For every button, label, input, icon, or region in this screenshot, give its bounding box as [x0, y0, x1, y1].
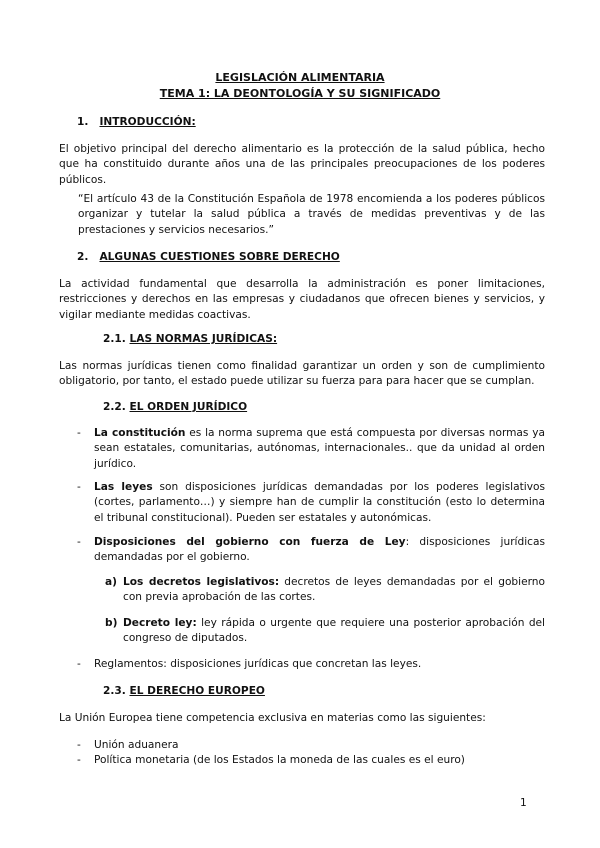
section-2-3-heading [103, 684, 265, 699]
section-2-1-paragraph: Las normas jurídicas tienen como finalidad garantizar un orden y son de cumplimiento obligatorio, por tanto, el estado puede utilizar su fuerza para para hacer que se cumplan. [59, 360, 545, 388]
sub-item-bold: Los decretos legislativos: [123, 576, 280, 588]
section-2-2-title: EL ORDEN JURÍDICO [129, 401, 248, 413]
section-2-2-heading [103, 400, 247, 415]
list-item-disposiciones [94, 535, 545, 566]
sub-item-bold: Decreto ley: [123, 617, 197, 629]
bullet-dash: - [77, 427, 81, 439]
list-item-bold: La constitución [94, 427, 186, 439]
sub-item-text: decretos de leyes demandadas por el gobierno con previa aprobación de las cortes. [123, 576, 545, 604]
page-number: 1 [520, 797, 527, 809]
bullet-dash: - [77, 481, 81, 493]
sub-item-label-b: b) [105, 617, 118, 629]
list-item-union-aduanera: Unión aduanera [94, 739, 179, 751]
list-item-bold: Disposiciones del gobierno con fuerza de Ley [94, 536, 406, 548]
list-item-leyes [94, 480, 545, 526]
section-2-3-number: 2.3. [103, 685, 126, 697]
section-2-1-heading [103, 332, 277, 347]
section-2-1-title: LAS NORMAS JURÍDICAS: [129, 333, 278, 345]
document-title: LEGISLACIÓN ALIMENTARIA [215, 71, 385, 84]
bullet-dash: - [77, 536, 81, 548]
sub-item-decretos-legislativos [123, 575, 545, 606]
list-item-politica-monetaria: Política monetaria (de los Estados la moneda de las cuales es el euro) [94, 754, 465, 766]
list-item-text: : disposiciones jurídicas demandadas por el gobierno. [94, 536, 545, 564]
section-2-3-title: EL DERECHO EUROPEO [129, 685, 265, 697]
list-item-text: son disposiciones jurídicas demandadas por los poderes legislativos (cortes, parlamento…) y siempre han de cumplir la constitución (esto lo determina el tribunal constitucional). Pueden ser estatales y autonómicas. [94, 481, 545, 524]
bullet-dash: - [77, 739, 81, 751]
list-item-reglamentos: Reglamentos: disposiciones jurídicas que concretan las leyes. [94, 658, 422, 670]
list-item-bold: Las leyes [94, 481, 153, 493]
bullet-dash: - [77, 658, 81, 670]
section-2-3-paragraph: La Unión Europea tiene competencia exclusiva en materias como las siguientes: [59, 712, 486, 724]
sub-item-text: ley rápida o urgente que requiere una posterior aprobación del congreso de diputados. [123, 617, 546, 645]
section-2-1-number: 2.1. [103, 333, 126, 345]
section-2-heading [77, 250, 340, 265]
section-1-number: 1. [77, 116, 89, 128]
section-1-heading [77, 115, 196, 130]
section-1-quote: “El artículo 43 de la Constitución Española de 1978 encomienda a los poderes públicos organizar y tutelar la salud pública a través de medidas preventivas y de las prestaciones y servicios necesarios.” [78, 193, 545, 236]
section-1-title: INTRODUCCIÓN: [99, 116, 196, 128]
sub-item-decreto-ley [123, 616, 545, 647]
list-item-constitucion [94, 426, 545, 472]
list-item-text: es la norma suprema que está compuesta por diversas normas ya sean estatales, comunitarias, autónomas, internacionales.. que da unidad al orden jurídico. [94, 427, 545, 470]
section-2-number: 2. [77, 251, 89, 263]
section-2-2-number: 2.2. [103, 401, 126, 413]
bullet-dash: - [77, 754, 81, 766]
document-subtitle: TEMA 1: LA DEONTOLOGÍA Y SU SIGNIFICADO [159, 87, 441, 100]
section-2-paragraph: La actividad fundamental que desarrolla la administración es poner limitaciones, restricciones y derechos en las empresas y ciudadanos que ofrecen bienes y servicios, y vigilar mediante medidas coactivas. [59, 278, 545, 321]
section-2-title: ALGUNAS CUESTIONES SOBRE DERECHO [99, 251, 340, 263]
section-1-paragraph: El objetivo principal del derecho alimentario es la protección de la salud pública, hecho que ha constituido durante años una de las principales preocupaciones de los poderes públicos. [59, 143, 545, 186]
sub-item-label-a: a) [105, 576, 117, 588]
